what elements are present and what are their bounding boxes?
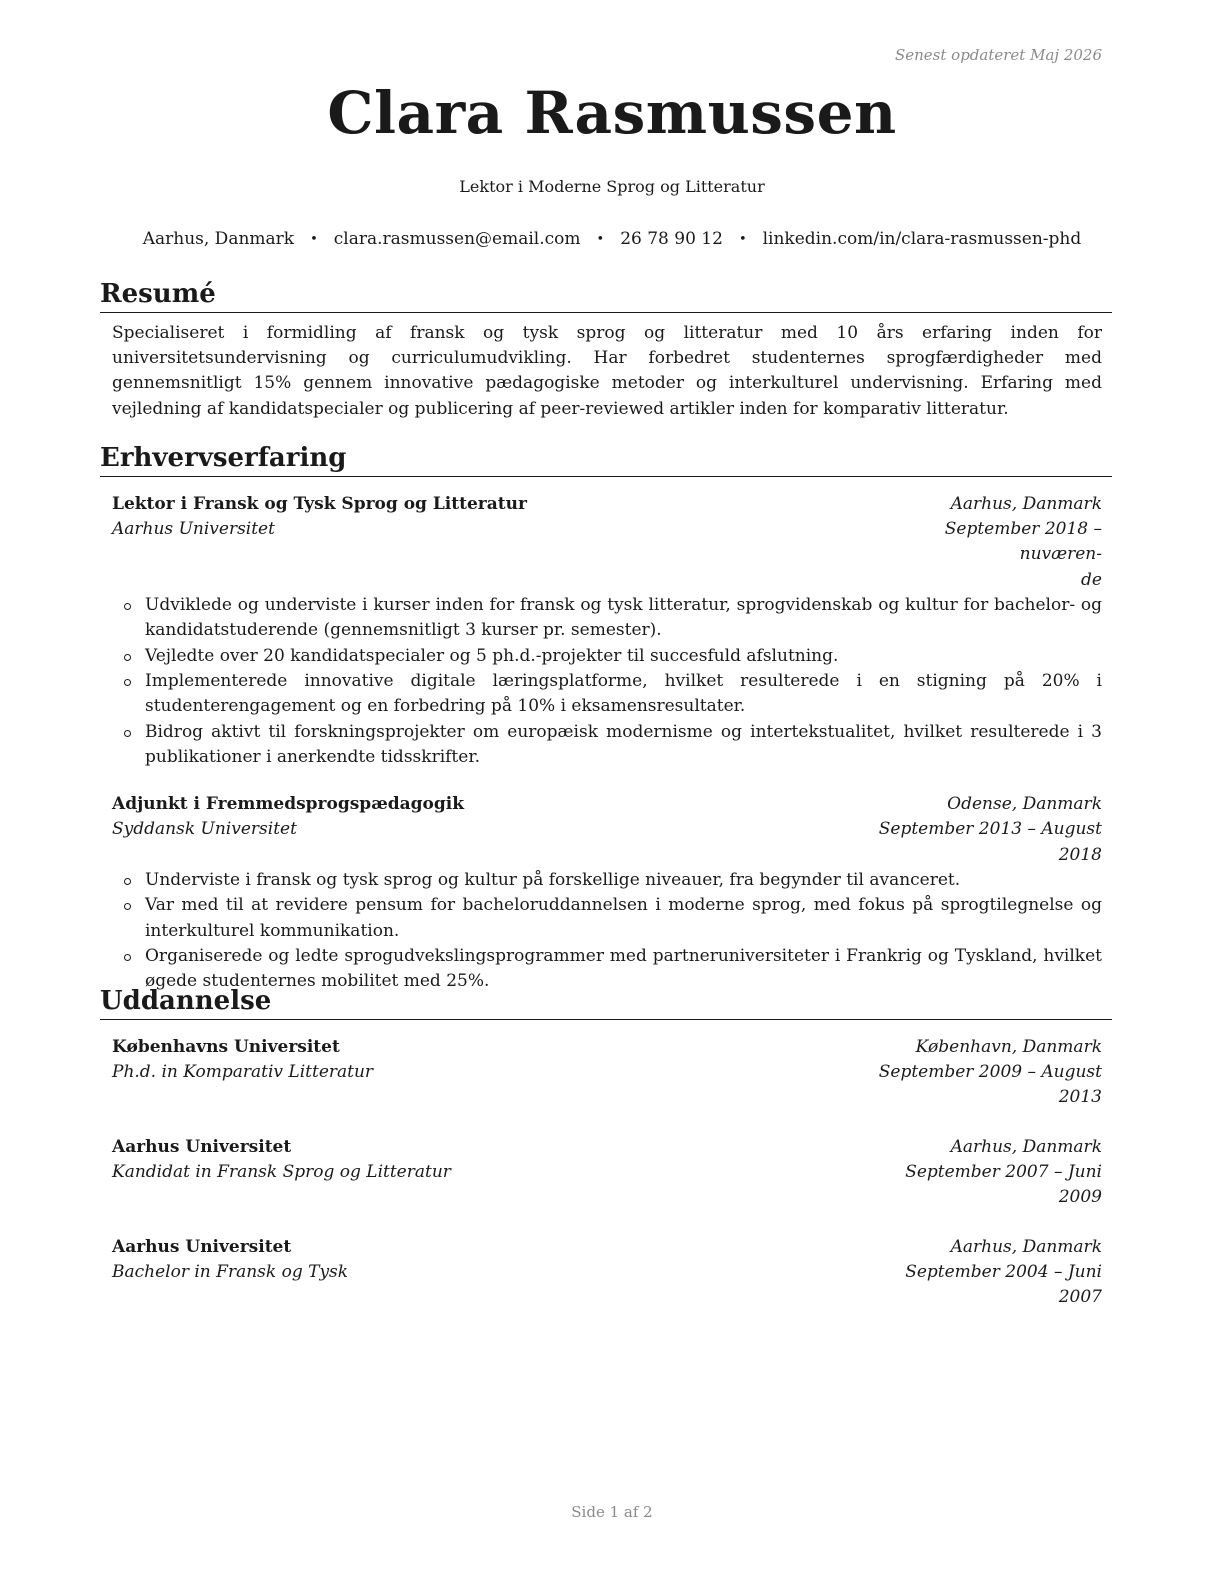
bullet-text: Udviklede og underviste i kurser inden for fransk og tysk litteratur, sprogvidenskab og kultur for bachelor- og kandidatstuderende (gennemsnitligt 3 kurser pr. semester). — [145, 595, 1102, 641]
contact-email[interactable]: clara.rasmussen@email.com — [333, 229, 581, 249]
job-title: Adjunkt i Fremmedsprogspædagogik — [112, 794, 465, 815]
bullet-separator: • — [738, 232, 747, 247]
section-title-summary: Resumé — [100, 280, 1112, 313]
job-dates-line1: September 2018 – nuværen- — [944, 519, 1102, 565]
section-title-experience: Erhvervserfaring — [100, 444, 1112, 477]
entry-header-row — [112, 1235, 1102, 1260]
education-section — [100, 987, 1112, 1311]
school-name: Aarhus Universitet — [112, 1136, 292, 1157]
job-organization: Aarhus Universitet — [112, 519, 275, 540]
circle-bullet-icon — [124, 679, 131, 686]
education-dates — [866, 1060, 1102, 1111]
degree: Kandidat in Fransk Sprog og Litteratur — [112, 1162, 451, 1183]
bullet-text: Implementerede innovative digitale læringsplatforme, hvilket resulterede i en stigning på 20% i studenterengagement og en forbedring på 10% i eksamensresultater. — [145, 670, 1102, 717]
job-organization: Syddansk Universitet — [112, 819, 297, 840]
job-location: Odense, Danmark — [947, 794, 1102, 815]
page-number: Side 1 af 2 — [571, 1503, 653, 1521]
bullet-separator: • — [310, 232, 318, 247]
experience-entry — [112, 492, 1102, 770]
entry-sub-row — [112, 1160, 1102, 1211]
education-entry — [112, 1135, 1102, 1211]
bullet-item — [145, 644, 1102, 669]
entry-header-row — [112, 792, 1102, 817]
entry-sub-row — [112, 1260, 1102, 1311]
entry-sub-row — [112, 1060, 1102, 1111]
job-title: Lektor i Fransk og Tysk Sprog og Litteratur — [112, 493, 527, 514]
entry-header-row — [112, 1135, 1102, 1160]
education-dates-line1: September 2007 – Juni — [905, 1162, 1102, 1183]
education-dates-line2: 2009 — [1058, 1187, 1102, 1208]
entry-header-row — [112, 492, 1102, 517]
job-dates — [866, 517, 1102, 593]
bullet-text: Var med til at revidere pensum for bacheloruddannelsen i moderne sprog, med fokus på sprogtilegnelse og interkulturel kommunikation. — [145, 895, 1102, 941]
contact-location: Aarhus, Danmark — [142, 229, 295, 249]
headline: Lektor i Moderne Sprog og Litteratur — [459, 177, 765, 196]
school-location: Aarhus, Danmark — [950, 1136, 1102, 1157]
entry-sub-row — [112, 517, 1102, 593]
school-name: Aarhus Universitet — [112, 1236, 292, 1257]
bullet-text: Organiserede og ledte sprogudvekslingsprogrammer med partneruniversiteter i Frankrig og Tyskland, hvilket øgede studenternes mobilitet med 25%. — [145, 945, 1102, 992]
education-dates — [866, 1160, 1102, 1211]
circle-bullet-icon — [124, 954, 131, 961]
bullet-text: Underviste i fransk og tysk sprog og kultur på forskellige niveauer, fra begynder til avanceret. — [145, 870, 961, 891]
bullet-separator: • — [596, 232, 605, 247]
circle-bullet-icon — [124, 730, 131, 737]
contact-linkedin[interactable]: linkedin.com/in/clara-rasmussen-phd — [762, 229, 1082, 249]
education-dates-line2: 2007 — [1058, 1287, 1102, 1308]
job-dates-line2: 2018 — [1058, 844, 1102, 865]
education-dates-line1: September 2009 – August — [878, 1062, 1102, 1083]
job-bullets — [112, 868, 1102, 994]
degree: Ph.d. in Komparativ Litteratur — [112, 1062, 374, 1083]
school-location: Aarhus, Danmark — [950, 1236, 1102, 1257]
contact-line — [0, 229, 1224, 249]
bullet-item — [145, 669, 1102, 720]
bullet-item — [145, 720, 1102, 771]
person-name: Clara Rasmussen — [327, 79, 897, 147]
bullet-item — [145, 868, 1102, 893]
job-dates-line1: September 2013 – August — [878, 819, 1102, 840]
degree: Bachelor in Fransk og Tysk — [112, 1261, 349, 1282]
circle-bullet-icon — [124, 903, 131, 910]
entry-sub-row — [112, 817, 1102, 868]
job-location: Aarhus, Danmark — [950, 493, 1102, 514]
school-location: København, Danmark — [915, 1036, 1102, 1057]
education-dates — [866, 1260, 1102, 1311]
last-updated-note: Senest opdateret Maj 2026 — [894, 46, 1102, 64]
bullet-item — [145, 593, 1102, 644]
education-entry — [112, 1235, 1102, 1311]
education-dates-line1: September 2004 – Juni — [905, 1261, 1102, 1282]
job-dates-line2: de — [1081, 569, 1102, 590]
summary-section — [100, 280, 1112, 422]
bullet-text: Vejledte over 20 kandidatspecialer og 5 ph.d.-projekter til succesfuld afslutning. — [145, 645, 839, 666]
section-title-education: Uddannelse — [100, 987, 1112, 1020]
education-entry — [112, 1035, 1102, 1111]
experience-section — [100, 444, 1112, 995]
school-name: Københavns Universitet — [112, 1036, 340, 1057]
job-dates — [866, 817, 1102, 868]
bullet-item — [145, 893, 1102, 944]
circle-bullet-icon — [124, 654, 131, 661]
contact-phone: 26 78 90 12 — [620, 229, 723, 249]
summary-text: Specialiseret i formidling af fransk og tysk sprog og litteratur med 10 års erfaring inden for universitetsundervisning og curriculumudvikling. Har forbedret studenternes sprogfærdigheder med gennemsnitligt 15% gennem innovative pædagogiske metoder og interkulturel undervisning. Erfaring med vejledning af kandidatspecialer og publicering af peer-reviewed artikler inden for komparativ litteratur. — [112, 322, 1102, 419]
education-dates-line2: 2013 — [1058, 1087, 1102, 1108]
circle-bullet-icon — [124, 603, 131, 610]
circle-bullet-icon — [124, 878, 131, 885]
job-bullets — [112, 593, 1102, 770]
entry-header-row — [112, 1035, 1102, 1060]
experience-entry — [112, 792, 1102, 994]
bullet-text: Bidrog aktivt til forskningsprojekter om europæisk modernisme og intertekstualitet, hvilket resulterede i 3 publikationer i anerkendte tidsskrifter. — [145, 721, 1102, 767]
